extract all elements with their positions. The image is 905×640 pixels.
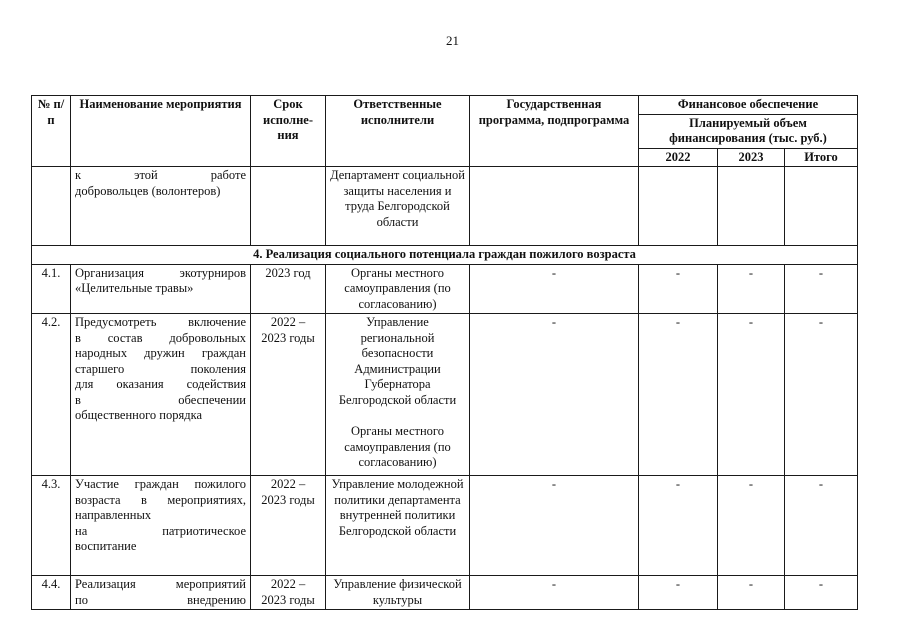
cell-2022: - — [639, 576, 718, 610]
cell-name — [71, 476, 251, 576]
name-line: Предусмотреть включение — [75, 315, 246, 329]
table-row — [32, 576, 858, 610]
header-total: Итого — [785, 148, 858, 167]
name-line: к этой работе — [75, 168, 246, 182]
term-line: 2022 – — [270, 577, 306, 591]
cell-term — [251, 314, 326, 476]
cell-name — [71, 167, 251, 246]
cell-2023: - — [718, 476, 785, 576]
table-row — [32, 476, 858, 576]
name-line: в состав добровольных — [75, 330, 246, 345]
cell-program: - — [470, 314, 639, 476]
cell-num: 4.2. — [32, 314, 71, 476]
header-program: Государственная программа, подпрограмма — [470, 96, 639, 167]
responsible-a: Управление региональной безопасности Администрации Губернатора Белгородской области — [338, 315, 457, 407]
cell-2023: - — [718, 264, 785, 314]
cell-term: 2023 год — [251, 264, 326, 314]
name-line: Организация экотурниров — [75, 265, 246, 280]
table-row — [32, 264, 858, 314]
cell-total — [785, 167, 858, 246]
header-name: Наименование мероприятия — [71, 96, 251, 167]
name-line: народных дружин граждан — [75, 346, 246, 360]
table-row-continuation — [32, 167, 858, 246]
cell-program: - — [470, 576, 639, 610]
cell-responsible: Управление физической культуры — [326, 576, 470, 610]
name-line: для оказания содействия — [75, 377, 246, 391]
term-line: 2022 – — [270, 315, 306, 329]
cell-2023: - — [718, 314, 785, 476]
cell-num: 4.3. — [32, 476, 71, 576]
header-num: № п/п — [32, 96, 71, 167]
header-planned: Планируемый объем финансирования (тыс. руб.) — [639, 114, 858, 148]
cell-term — [251, 476, 326, 576]
term-line: 2023 годы — [261, 330, 315, 345]
name-line: добровольцев (волонтеров) — [75, 183, 221, 198]
cell-total: - — [785, 314, 858, 476]
cell-num — [32, 167, 71, 246]
cell-responsible: Департамент социальной защиты населения и труда Белгородской области — [326, 167, 470, 246]
name-line: возраста в мероприятиях, — [75, 492, 246, 507]
name-line: Участие граждан пожилого — [75, 477, 246, 491]
term-line: 2022 – — [270, 477, 306, 491]
name-line: «Целительные травы» — [75, 281, 194, 295]
cell-name — [71, 576, 251, 610]
activities-table — [31, 95, 858, 610]
name-line: общественного порядка — [75, 408, 203, 422]
cell-2022 — [639, 167, 718, 246]
cell-2023: - — [718, 576, 785, 610]
term-line: 2023 годы — [261, 592, 315, 607]
table-row — [32, 314, 858, 476]
cell-name — [71, 314, 251, 476]
cell-2023 — [718, 167, 785, 246]
cell-num: 4.1. — [32, 264, 71, 314]
name-line: в обеспечении — [75, 392, 246, 407]
cell-responsible: Органы местного самоуправления (по согласованию) — [326, 264, 470, 314]
cell-2022: - — [639, 314, 718, 476]
cell-total: - — [785, 576, 858, 610]
name-line: на патриотическое — [75, 523, 246, 538]
cell-num: 4.4. — [32, 576, 71, 610]
page-number: 21 — [446, 33, 459, 48]
header-term: Срок исполне-ния — [251, 96, 326, 167]
section-title: 4. Реализация социального потенциала граждан пожилого возраста — [32, 246, 858, 265]
cell-program — [470, 167, 639, 246]
cell-program: - — [470, 264, 639, 314]
cell-term — [251, 576, 326, 610]
cell-2022: - — [639, 476, 718, 576]
cell-responsible: Управление молодежной политики департамента внутренней политики Белгородской области — [326, 476, 470, 576]
name-line: Реализация мероприятий — [75, 577, 246, 591]
cell-total: - — [785, 264, 858, 314]
cell-responsible — [326, 314, 470, 476]
name-line: направленных — [75, 508, 152, 522]
header-2023: 2023 — [718, 148, 785, 167]
header-finance: Финансовое обеспечение — [639, 96, 858, 115]
name-line: воспитание — [75, 539, 137, 553]
cell-name — [71, 264, 251, 314]
header-2022: 2022 — [639, 148, 718, 167]
name-line: по внедрению — [75, 592, 246, 607]
cell-term — [251, 167, 326, 246]
cell-total: - — [785, 476, 858, 576]
header-responsible: Ответственные исполнители — [326, 96, 470, 167]
responsible-b: Органы местного самоуправления (по согласованию) — [344, 424, 451, 469]
term-line: 2023 годы — [261, 492, 315, 507]
name-line: старшего поколения — [75, 361, 246, 376]
cell-2022: - — [639, 264, 718, 314]
cell-program: - — [470, 476, 639, 576]
